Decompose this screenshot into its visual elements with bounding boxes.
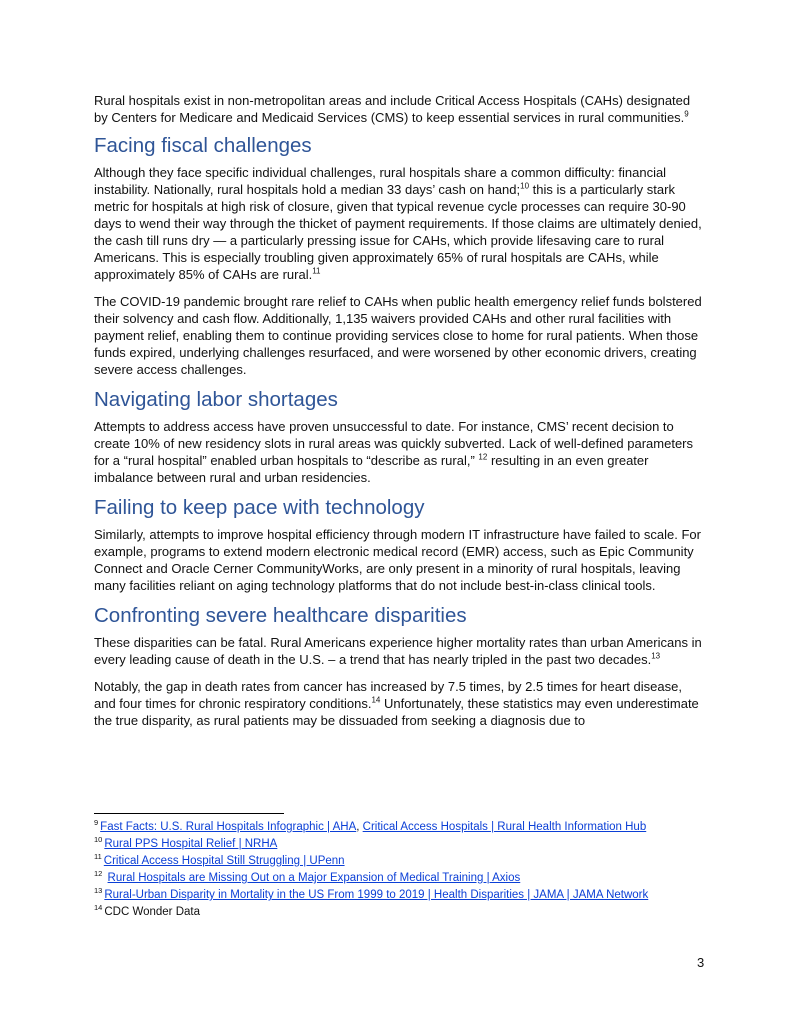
footnote-12: $^{12}$ Rural Hospitals are Missing Out on a Major Expansion of Medical Training | Axios: [94, 869, 521, 884]
footnote-separator: [94, 813, 284, 814]
technology-paragraph: Similarly, attempts to improve hospital efficiency through modern IT infrastructure have failed to scale. For example, programs to extend modern electronic medical record (EMR) access, such as Epic Community Connect and Oracle Cerner CommunityWorks, are only present in a minority of rural hospitals, leaving many facilities reliant on aging technology platforms that do not include best-in-class clinical tools.: [94, 527, 701, 593]
footnote-link[interactable]: Fast Facts: U.S. Rural Hospitals Infographic | AHA: [100, 821, 357, 833]
footnotes: [94, 819, 714, 921]
footnote-14: $^{14}$ CDC Wonder Data: [94, 903, 200, 918]
main-content: [94, 92, 706, 739]
footnote-ref: 9: [684, 109, 689, 119]
intro-paragraph: Rural hospitals exist in non-metropolitan areas and include Critical Access Hospitals (CAHs) designated by Centers for Medicare and Medicaid Services (CMS) to keep essential services in rural communities.$^9$: [94, 93, 691, 125]
footnote-ref: 13: [651, 651, 661, 661]
footnote-ref: 12: [478, 452, 488, 462]
footnote-10: $^{10}$ Rural PPS Hospital Relief | NRHA: [94, 835, 278, 850]
fiscal-paragraph-2: The COVID-19 pandemic brought rare relief to CAHs when public health emergency relief funds bolstered their solvency and cash flow. Additionally, 1,135 waivers provided CAHs and other rural facilities with payment relief, enabling them to continue providing services close to home for rural patients. When those funds expired, underlying challenges resurfaced, and were worsened by other economic drivers, creating severe access challenges.: [94, 294, 702, 377]
footnote-link[interactable]: Rural-Urban Disparity in Mortality in the US From 1999 to 2019 | Health Disparities | JAMA | JAMA Network: [104, 889, 649, 901]
disparities-paragraph-2: Notably, the gap in death rates from cancer has increased by 7.5 times, by 2.5 times for heart disease, and four times for chronic respiratory conditions.$^{14}$ Unfortunately, these statistics may even underestimate the true disparity, as rural patients may be dissuaded from seeking a diagnosis due to: [94, 679, 699, 728]
section-heading-labor: Navigating labor shortages: [94, 388, 338, 411]
footnote-link[interactable]: Critical Access Hospitals | Rural Health Information Hub: [362, 821, 647, 833]
footnote-ref: 10: [520, 181, 530, 191]
footnote-link[interactable]: Critical Access Hospital Still Struggling | UPenn: [103, 855, 345, 867]
footnote-link[interactable]: Rural PPS Hospital Relief | NRHA: [104, 838, 278, 850]
page-number: 3: [697, 955, 705, 970]
section-heading-technology: Failing to keep pace with technology: [94, 496, 425, 519]
disparities-paragraph-1: These disparities can be fatal. Rural Americans experience higher mortality rates than urban Americans in every leading cause of death in the U.S. – a trend that has nearly tripled in the past two decades.$^{13}$: [94, 635, 702, 667]
footnote-ref: 14: [371, 695, 381, 705]
fiscal-paragraph-1: Although they face specific individual challenges, rural hospitals share a common difficulty: financial instability. Nationally, rural hospitals hold a median 33 days’ cash on hand;$^{10}$ this is a particularly stark metric for hospitals at high risk of closure, given that typical revenue cycle processes can require 30-90 days to wend their way through the thicket of payment requirements. If those claims are ultimately denied, the cash till runs dry — a particularly pressing issue for CAHs, which provide lifesaving care to rural Americans. This is especially troubling given approximately 65% of rural hospitals are CAHs, while approximately 85% of CAHs are rural.$^{11}$: [94, 165, 702, 282]
section-heading-disparities: Confronting severe healthcare disparities: [94, 604, 467, 627]
footnote-13: $^{13}$ Rural-Urban Disparity in Mortality in the US From 1999 to 2019 | Health Disparities | JAMA | JAMA Network: [94, 886, 649, 901]
footnote-ref: 11: [312, 266, 321, 276]
section-heading-fiscal: Facing fiscal challenges: [94, 134, 312, 157]
footnote-11: $^{11}$ Critical Access Hospital Still Struggling | UPenn: [94, 852, 345, 867]
footnote-9: $^9$ Fast Facts: U.S. Rural Hospitals Infographic | AHA, Critical Access Hospitals | Rural Health Information Hub: [94, 818, 647, 833]
footnote-link[interactable]: Rural Hospitals are Missing Out on a Major Expansion of Medical Training | Axios: [107, 872, 521, 884]
labor-paragraph: Attempts to address access have proven unsuccessful to date. For instance, CMS’ recent decision to create 10% of new residency slots in rural areas was quickly subverted. Lack of well-defined parameters for a “rural hospital” enabled urban hospitals to “describe as rural,” $^{12}$ resulting in an even greater imbalance between rural and urban residencies.: [94, 419, 694, 485]
